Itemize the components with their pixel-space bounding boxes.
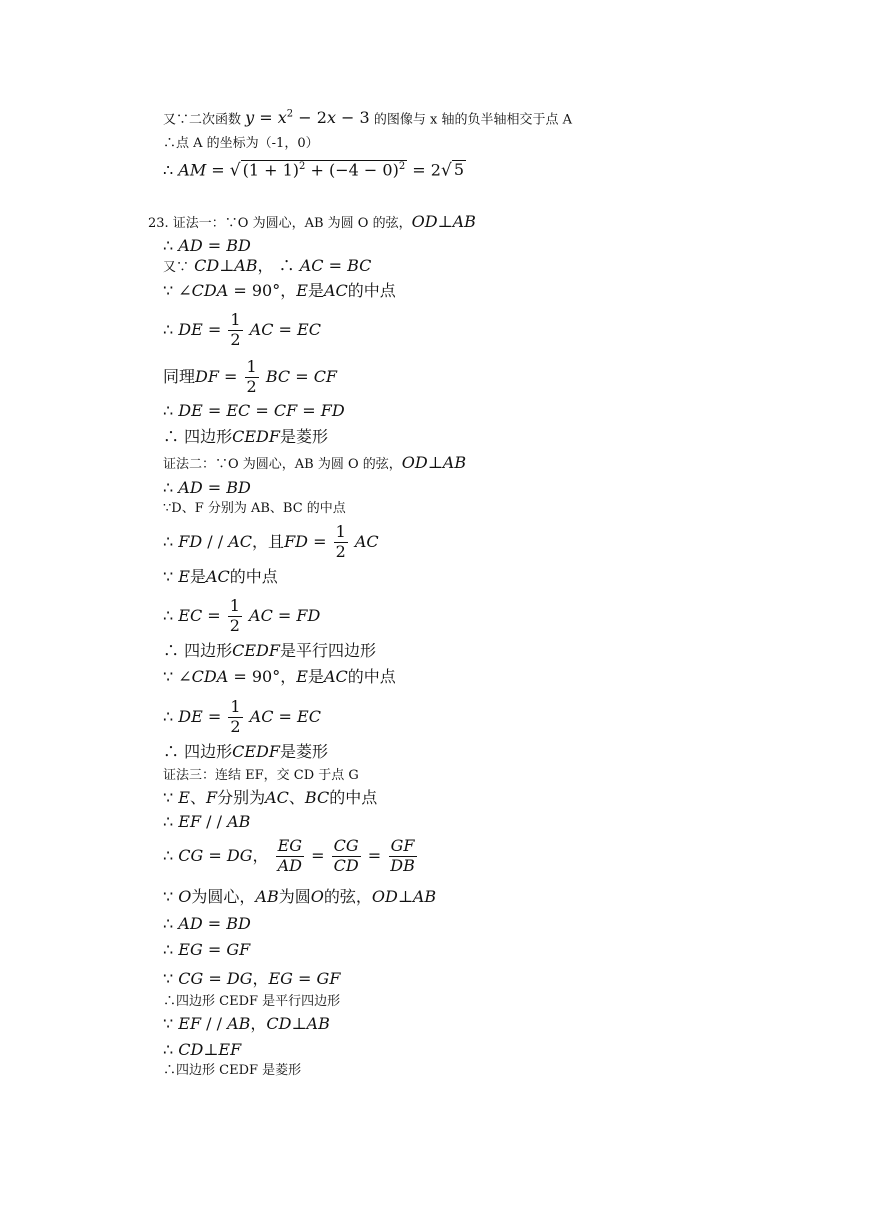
- solution-line: ∴ AD = BD: [163, 236, 251, 255]
- solution-line: ∵D、F 分别为 AB、BC 的中点: [163, 501, 346, 516]
- solution-line: ∴ EC = $\frac{1}{2}$ AC = FD: [163, 596, 321, 635]
- solution-line: ∴ DE = EC = CF = FD: [163, 401, 345, 420]
- solution-line: ∴ EF / / AB: [163, 812, 251, 831]
- solution-line: ∵ ∠CDA = 90°，E是AC的中点: [163, 281, 396, 300]
- solution-line: 证法二：∵O 为圆心，AB 为圆 O 的弦，OD⊥AB: [163, 453, 467, 472]
- solution-line: ∴ DE = $\frac{1}{2}$ AC = EC: [163, 697, 321, 736]
- solution-line: ∴ 四边形CEDF是菱形: [163, 742, 328, 761]
- solution-line: ∴ FD / / AC，且FD = $\frac{1}{2}$ AC: [163, 522, 379, 561]
- solution-line: ∵ CG = DG，EG = GF: [163, 969, 341, 988]
- solution-line: ∵ EF / / AB，CD⊥AB: [163, 1014, 330, 1033]
- solution-line: ∴ AM = √ $(1 + 1)^2 + (-4 - 0)^2 = 2√$ 5: [163, 160, 464, 181]
- solution-line: ∴ DE = $\frac{1}{2}$ AC = EC: [163, 310, 321, 349]
- solution-line: ∴ 四边形CEDF是平行四边形: [163, 641, 376, 660]
- solution-line: ∴ AD = BD: [163, 914, 251, 933]
- solution-line: ∴点 A 的坐标为（-1，0）: [163, 136, 319, 151]
- solution-line: 同理DF = $\frac{1}{2}$ BC = CF: [163, 357, 338, 396]
- solution-line: ∴四边形 CEDF 是菱形: [163, 1063, 302, 1078]
- solution-line: ∴ CD⊥EF: [163, 1040, 242, 1059]
- solution-line: ∵ E是AC的中点: [163, 567, 278, 586]
- solution-line: ∵ E、F分别为AC、BC的中点: [163, 788, 378, 807]
- solution-line: ∵ O为圆心，AB为圆O的弦，OD⊥AB: [163, 887, 437, 906]
- solution-line: 证法三：连结 EF，交 CD 于点 G: [163, 768, 359, 783]
- solution-line: ∴ AD = BD: [163, 478, 251, 497]
- solution-line: 23. 证法一：∵O 为圆心，AB 为圆 O 的弦，OD⊥AB: [148, 212, 476, 231]
- solution-line: ∴ EG = GF: [163, 940, 251, 959]
- solution-line: 又∵ CD⊥AB， ∴ AC = BC: [163, 256, 372, 275]
- solution-line: ∴四边形 CEDF 是平行四边形: [163, 994, 341, 1009]
- solution-line: 又∵二次函数 $y = x^2 - 2x - 3$ 的图像与 x 轴的负半轴相交于点 A: [163, 108, 572, 128]
- solution-line: ∴ CG = DG， $\frac{EG}{AD}$ = $\frac{CG}{CD}$ = $\frac{GF}{DB}$: [163, 836, 415, 875]
- solution-line: ∵ ∠CDA = 90°，E是AC的中点: [163, 667, 396, 686]
- solution-line: ∴ 四边形CEDF是菱形: [163, 427, 328, 446]
